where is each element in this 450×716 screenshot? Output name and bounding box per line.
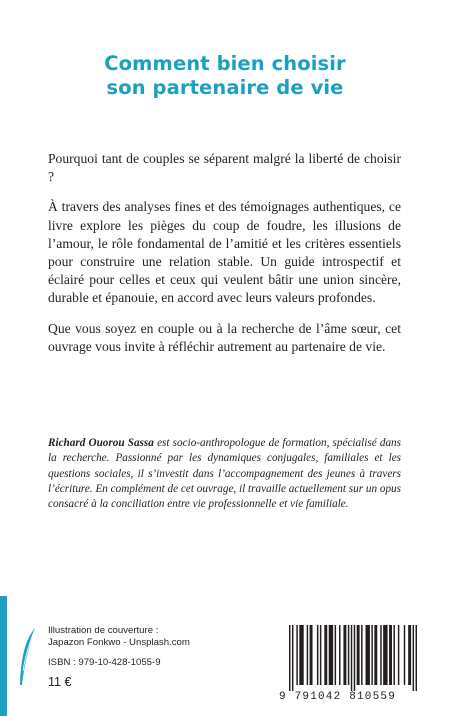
barcode-bar (404, 625, 405, 685)
cover-credits-source: Japazon Fonkwo - Unsplash.com (48, 637, 190, 648)
barcode-bar (289, 625, 290, 691)
barcode-bar (357, 625, 360, 685)
book-title-line-1: Comment bien choisir (104, 52, 346, 75)
barcode-bar (296, 625, 297, 685)
book-title (0, 52, 450, 100)
barcode-bar (307, 625, 308, 685)
barcode-bar (413, 625, 414, 691)
barcode-bar (371, 625, 372, 685)
barcode-bar (416, 625, 417, 691)
accent-stripe (0, 596, 7, 716)
barcode-bar (366, 625, 370, 685)
barcode-bar (320, 625, 321, 685)
barcode-bar (374, 625, 377, 685)
barcode-bar (292, 625, 293, 691)
author-bio (48, 436, 401, 512)
barcode-bar (299, 625, 303, 685)
barcode-bar (348, 625, 349, 685)
barcode-digits: 9 791042 810559 (279, 691, 397, 703)
blurb-question: Pourquoi tant de couples se séparent malgré la liberté de choisir ? (48, 151, 401, 185)
barcode-bar (398, 625, 399, 685)
barcode-bar (380, 625, 381, 685)
barcode-bar (393, 625, 394, 685)
barcode-bar (354, 625, 355, 691)
barcode-bars (289, 625, 417, 691)
author-bio-text: est socio-anthropologue de formation, spécialisé dans la recherche. Passionné par les dynamiques conjugales, familiales et les questions sociales, il s’investit dans l’accompagnement des jeunes à travers l’écriture. En complément de cet ouvrage, il travaille actuellement sur un opus consacré à la conciliation entre vie professionnelle et vie familiale. (48, 437, 401, 511)
barcode-bar (343, 625, 346, 685)
barcode-bar (351, 625, 352, 691)
barcode-bar (335, 625, 336, 685)
cover-credits-label: Illustration de couverture : (48, 625, 159, 636)
book-title-line-2: son partenaire de vie (106, 76, 344, 99)
barcode-bar (329, 625, 333, 685)
blurb-description: À travers des analyses fines et des témoignages authentiques, ce livre explore les pièges du coup de foudre, les illusions de l’amour, le rôle fondamental de l’amitié et les critères essentiels pour construire une relation stable. Un guide introspectif et éclairé pour celles et ceux qui veulent bâtir une union sincère, durable et épanouie, en accord avec leurs valeurs profondes. (48, 199, 401, 306)
barcode-bar (361, 625, 362, 685)
barcode-bar (324, 625, 327, 685)
blurb (48, 150, 401, 368)
feather-quill-icon (17, 627, 37, 687)
barcode (275, 603, 427, 703)
blurb-invitation: Que vous soyez en couple ou à la recherche de l’âme sœur, cet ouvrage vous invite à réfléchir autrement au partenaire de vie. (48, 320, 401, 354)
barcode-bar (310, 625, 313, 685)
barcode-bar (317, 625, 318, 685)
barcode-bar (389, 625, 392, 685)
barcode-bar (339, 625, 340, 685)
author-name: Richard Ouorou Sassa (48, 437, 154, 449)
cover-credits (48, 625, 190, 649)
isbn: ISBN : 979-10-428-1055-9 (48, 657, 161, 668)
barcode-bar (408, 625, 411, 685)
price: 11 € (48, 675, 72, 689)
barcode-bar (383, 625, 387, 685)
